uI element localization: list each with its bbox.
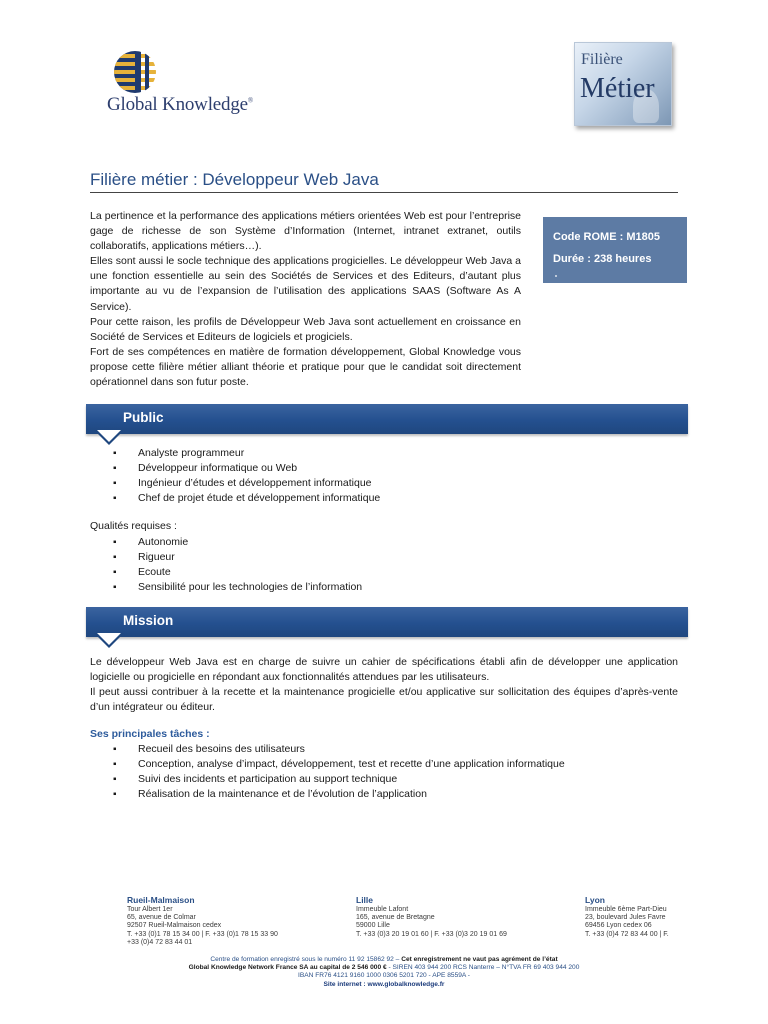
brand-name: Global Knowledge® [107,94,253,115]
office-line: Immeuble Lafont [356,906,409,913]
section-title-mission: Mission [123,613,174,628]
office-line: 69456 Lyon cedex 06 [585,922,652,930]
list-item: ▪ Réalisation de la maintenance et de l’évolution de l’application [113,787,565,802]
intro-paragraph: Pour cette raison, les profils de Développeur Web Java sont actuellement en croissance en Société de Services et Editeurs de logiciels et progiciels. [90,315,521,343]
office-line: Tour Albert 1er [127,906,173,913]
office-line: T. +33 (0)4 72 83 44 00 | F. [585,930,669,938]
section-bar-public [86,404,688,434]
office-lyon [585,895,669,939]
list-item: ▪ Suivi des incidents et participation au support technique [113,772,565,787]
filiere-metier-badge [574,42,672,126]
office-line: 165, avenue de Bretagne [356,914,435,922]
list-item: ▪ Rigueur [113,550,362,565]
list-item: ▪ Chef de projet étude et développement informatique [113,491,380,506]
mission-paragraph: Le développeur Web Java est en charge de suivre un cahier de spécifications établi afin de développer une application logicielle ou progicielle en répondant aux fonctionnalités attendues par les utilisateurs. [90,656,678,684]
title-divider [90,192,678,193]
list-item: ▪ Ecoute [113,565,362,580]
legal-line: Centre de formation enregistré sous le numéro 11 92 15862 92 – Cet enregistrement ne vaut pas agrément de l’état [210,956,558,963]
info-box [543,217,687,283]
list-item: ▪ Analyste programmeur [113,446,380,461]
section-bar-mission [86,607,688,637]
qualites-label: Qualités requises : [90,520,177,532]
mission-paragraph: Il peut aussi contribuer à la recette et la maintenance progicielle et/ou applicative sur sollicitation des équipes d’après-vente d’un intégrateur ou éditeur. [90,686,678,714]
office-name: Rueil-Malmaison [127,895,195,905]
section-title-public: Public [123,410,164,425]
badge-line2: Métier [580,73,655,104]
list-item: ▪ Autonomie [113,535,362,550]
globe-logo-icon [113,50,157,94]
intro-paragraph: Elles sont aussi le socle technique des applications progicielles. Le développeur Web Java a une fonction essentielle au sein des Sociétés de Services et des Editeurs, d’autant plus importante au vu de l’expansion de l’utilisation des applications SAAS (Software As A Service). [90,255,521,313]
intro-paragraph: La pertinence et la performance des applications métiers orientées Web est pour l’entreprise gage de richesse de son Système d’Information (Internet, intranet extranet, outils collaboratifs, applications métiers…). [90,210,521,253]
list-item: ▪ Conception, analyse d’impact, développement, test et recette d’une application informatique [113,757,565,772]
badge-line1: Filière [581,51,623,68]
legal-line: IBAN FR76 4121 9160 1000 0306 5201 720 - APE 8559A - [298,972,470,980]
section-arrow-inner [97,430,121,442]
public-list [113,446,380,506]
office-line: 65, avenue de Colmar [127,914,196,922]
office-lille [356,895,507,939]
dot-mark [555,275,557,277]
office-line: T. +33 (0)3 20 19 01 60 | F. +33 (0)3 20 19 01 69 [356,930,507,938]
list-item: ▪ Ingénieur d’études et développement informatique [113,476,380,491]
office-rueil-malmaison [127,895,278,947]
taches-label: Ses principales tâches : [90,728,210,740]
office-line: Immeuble 6ème Part-Dieu [585,906,667,913]
code-rome: Code ROME : M1805 [553,231,660,243]
list-item: ▪ Sensibilité pour les technologies de l’information [113,580,362,595]
office-line: T. +33 (0)1 78 15 34 00 | F. +33 (0)1 78 15 33 90 [127,930,278,938]
mission-text [90,655,678,715]
office-line: 59000 Lille [356,922,390,930]
office-line: 23, boulevard Jules Favre [585,914,666,922]
page-title: Filière métier : Développeur Web Java [90,170,379,189]
intro-paragraph: Fort de ses compétences en matière de formation développement, Global Knowledge vous propose cette filière métier alliant théorie et pratique pour que le candidat soit directement opérationnel dans son futur poste. [90,345,521,389]
qualites-list [113,535,362,595]
office-line: 92507 Rueil-Malmaison cedex [127,922,222,930]
list-item: ▪ Recueil des besoins des utilisateurs [113,742,565,757]
taches-list [113,742,565,802]
list-item: ▪ Développeur informatique ou Web [113,461,380,476]
office-name: Lille [356,895,374,905]
legal-line: Global Knowledge Network France SA au capital de 2 546 000 € - SIREN 403 944 200 RCS Nanterre – N°TVA FR 69 403 944 200 [188,964,580,972]
intro-text [90,209,521,390]
office-line: +33 (0)4 72 83 44 01 [127,938,193,946]
website-link[interactable]: Site internet : www.globalknowledge.fr [323,980,445,988]
office-name: Lyon [585,895,605,905]
duree: Durée : 238 heures [553,253,652,265]
section-arrow-inner [97,633,121,645]
legal-notice [120,956,648,989]
